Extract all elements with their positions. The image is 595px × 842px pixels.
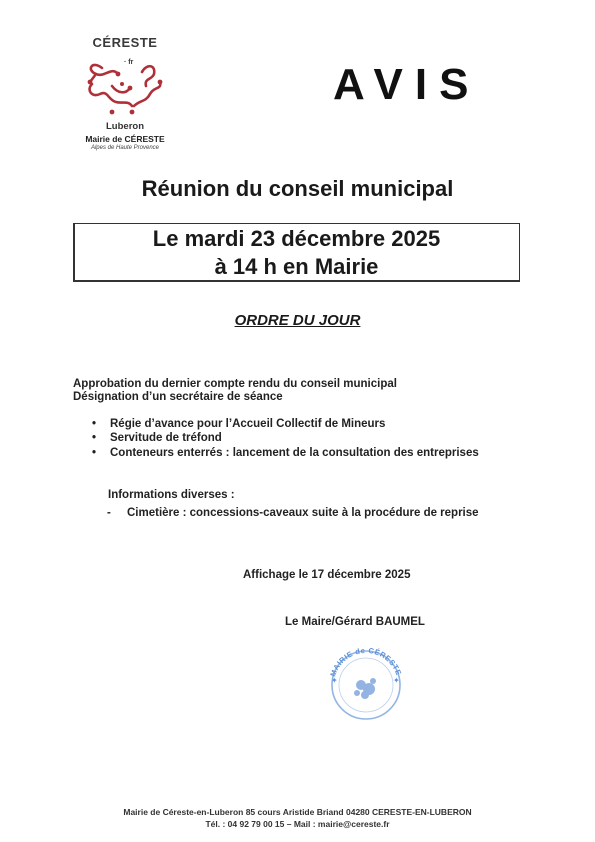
informations-heading: Informations diverses : (108, 489, 235, 501)
footer-address: Mairie de Céreste-en-Luberon 85 cours Aristide Briand 04280 CERESTE-EN-LUBERON (123, 807, 472, 817)
bullet-icon: • (92, 418, 97, 430)
mayor-signature: Le Maire/Gérard BAUMEL (285, 616, 425, 628)
agenda-intro-item: Approbation du dernier compte rendu du conseil municipal (73, 378, 397, 390)
bullet-icon: • (92, 447, 97, 459)
logo-brand: CÉRESTE (92, 35, 158, 50)
svg-text:✦: ✦ (331, 676, 338, 685)
meeting-date: Le mardi 23 décembre 2025 (152, 226, 441, 251)
agenda-bullet-text: Régie d’avance pour l’Accueil Collectif de Mineurs (110, 418, 386, 430)
agenda-bullet-item (92, 418, 385, 430)
stamp-text: MAIRIE de CÉRESTE (328, 645, 404, 678)
agenda-bullet-text: Conteneurs enterrés : lancement de la consultation des entreprises (110, 447, 479, 459)
agenda-heading: ORDRE DU JOUR (234, 312, 361, 329)
dash-icon: - (107, 507, 111, 519)
logo-mairie: Mairie de CÉRESTE (85, 134, 165, 144)
agenda-bullet-item (92, 447, 479, 459)
svg-text:✦: ✦ (393, 676, 400, 685)
svg-text:MAIRIE de CÉRESTE (328, 646, 403, 678)
informations-item (107, 507, 479, 519)
agenda-intro-item: Désignation d’un secrétaire de séance (73, 391, 283, 403)
avis-heading: AVIS (333, 60, 481, 109)
agenda-bullet-item (92, 432, 222, 444)
footer-contact: Tél. : 04 92 79 00 15 – Mail : mairie@cereste.fr (205, 819, 390, 829)
posting-date: Affichage le 17 décembre 2025 (243, 569, 411, 581)
bullet-icon: • (92, 432, 97, 444)
informations-item-text: Cimetière : concessions-caveaux suite à la procédure de reprise (127, 507, 479, 519)
logo-emblem-icon (82, 54, 168, 118)
agenda-bullet-text: Servitude de tréfond (110, 432, 222, 444)
logo-region: Luberon (106, 121, 144, 132)
meeting-time-place: à 14 h en Mairie (214, 254, 379, 279)
town-logo (70, 30, 180, 160)
meeting-title: Réunion du conseil municipal (141, 176, 454, 201)
logo-department: Alpes de Haute Provence (90, 145, 160, 151)
official-stamp-icon (321, 641, 411, 721)
logo-suffix: · fr (124, 59, 134, 66)
